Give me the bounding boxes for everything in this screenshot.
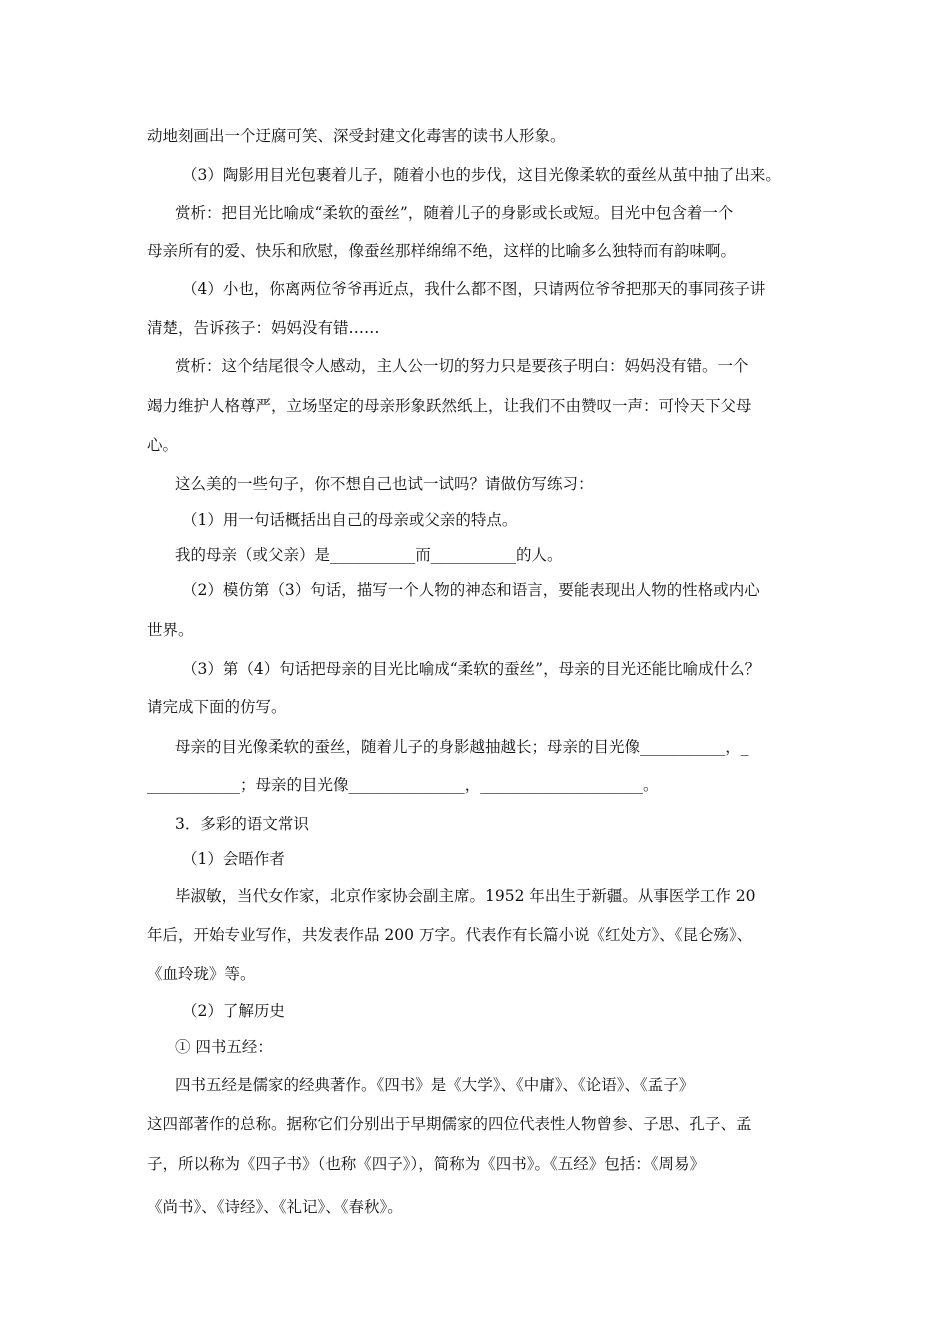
text-line: 母亲的目光像柔软的蚕丝，随着儿子的身影越抽越长；母亲的目光像___________，_ [175, 738, 749, 756]
text-line: 年后，开始专业写作，共发表作品 200 万字。代表作有长篇小说《红处方》、《昆仑殇》、 [147, 926, 753, 944]
text-line: 竭力维护人格尊严，立场坚定的母亲形象跃然纸上，让我们不由赞叹一声：可怜天下父母 [147, 397, 752, 415]
text-line: 赏析：把目光比喻成“柔软的蚕丝”，随着儿子的身影或长或短。目光中包含着一个 [175, 204, 734, 222]
item-heading: ① 四书五经： [175, 1038, 273, 1056]
text-line: （3）陶影用目光包裹着儿子，随着小也的步伐，这目光像柔软的蚕丝从茧中抽了出来。 [182, 166, 781, 184]
text-line: 母亲所有的爱、快乐和欣慰，像蚕丝那样绵绵不绝，这样的比喻多么独特而有韵味啊。 [147, 242, 737, 260]
text-line: 子，所以称为《四子书》（也称《四子》），简称为《四书》。《五经》包括：《周易》 [147, 1155, 706, 1173]
text-line: ____________；母亲的目光像_______________，_____________________。 [147, 776, 659, 794]
text-line: 请完成下面的仿写。 [147, 698, 287, 716]
text-line: （4）小也，你离两位爷爷再近点，我什么都不图，只请两位爷爷把那天的事同孩子讲 [182, 280, 766, 298]
text-line: 《血玲珑》等。 [147, 965, 256, 983]
subsection-heading: （1）会晤作者 [182, 850, 285, 868]
text-line: （1）用一句话概括出自己的母亲或父亲的特点。 [182, 511, 518, 529]
text-line: 《尚书》、《诗经》、《礼记》、《春秋》。 [147, 1198, 403, 1216]
section-heading: 3．多彩的语文常识 [175, 815, 309, 833]
text-line: 动地刻画出一个迂腐可笑、深受封建文化毒害的读书人形象。 [147, 127, 566, 145]
text-line: 毕淑敏，当代女作家，北京作家协会副主席。1952 年出生于新疆。从事医学工作 20 [175, 887, 756, 905]
text-line: 我的母亲（或父亲）是___________而___________的人。 [175, 546, 563, 564]
text-line: 四书五经是儒家的经典著作。《四书》是《大学》、《中庸》、《论语》、《孟子》 [175, 1076, 695, 1094]
text-line: 这四部著作的总称。据称它们分别出于早期儒家的四位代表性人物曾参、子思、孔子、孟 [147, 1115, 752, 1133]
text-line: （2）模仿第（3）句话，描写一个人物的神态和语言，要能表现出人物的性格或内心 [182, 581, 760, 599]
subsection-heading: （2）了解历史 [182, 1002, 285, 1020]
text-line: （3）第（4）句话把母亲的目光比喻成“柔软的蚕丝”，母亲的目光还能比喻成什么？ [182, 660, 761, 678]
text-line: 心。 [147, 436, 179, 454]
text-line: 世界。 [147, 621, 194, 639]
text-line: 这么美的一些句子，你不想自己也试一试吗？请做仿写练习： [175, 475, 594, 493]
text-line: 清楚，告诉孩子：妈妈没有错…… [147, 319, 380, 337]
text-line: 赏析：这个结尾很令人感动，主人公一切的努力只是要孩子明白：妈妈没有错。一个 [175, 357, 749, 375]
